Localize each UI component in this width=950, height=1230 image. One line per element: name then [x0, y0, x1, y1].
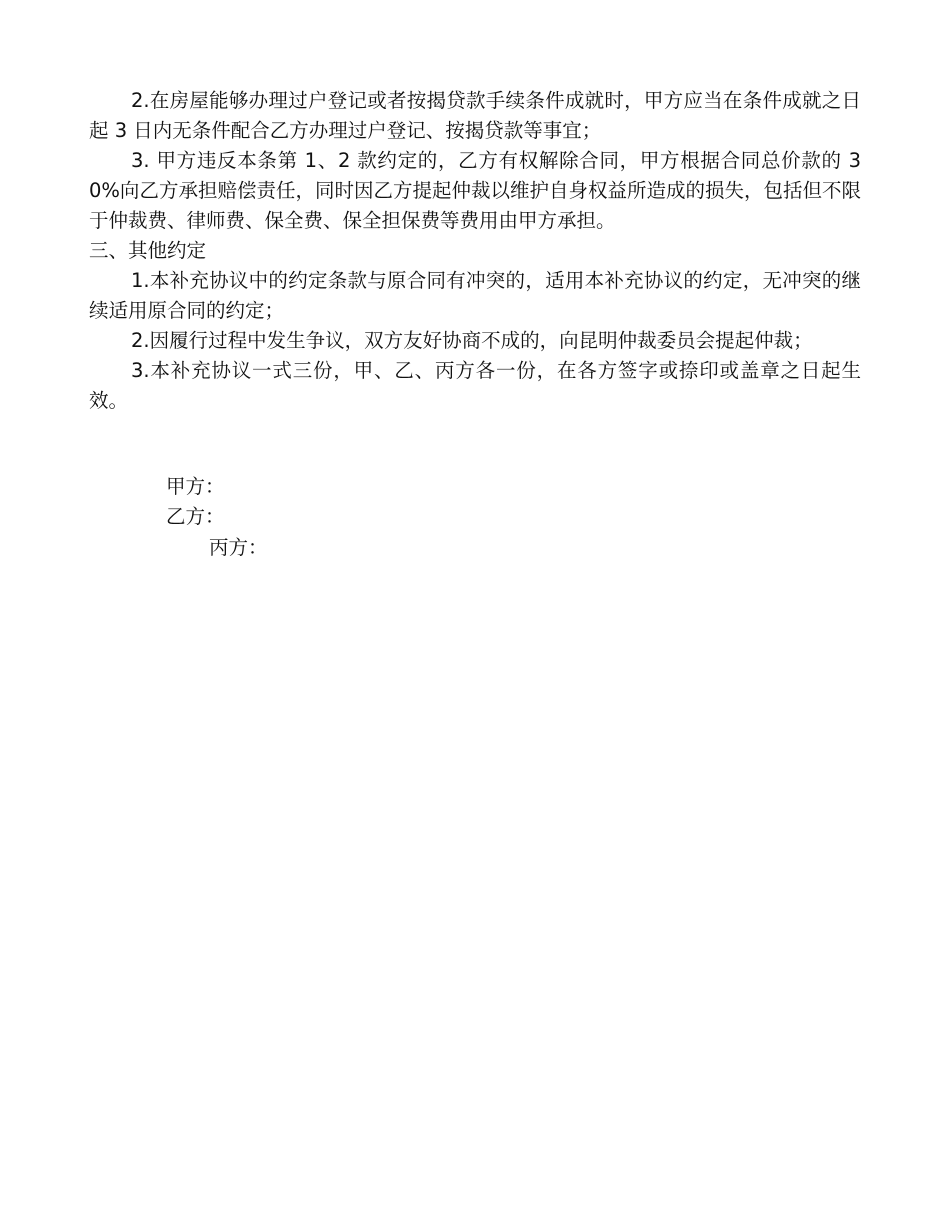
other-clause-2: 2.因履行过程中发生争议，双方友好协商不成的，向昆明仲裁委员会提起仲裁； [131, 329, 813, 352]
clause-paragraph-3: 3. 甲方违反本条第 1、2 款约定的，乙方有权解除合同，甲方根据合同总价款的 30%向乙方承担赔偿责任，同时因乙方提起仲裁以维护自身权益所造成的损失，包括但不限于仲裁费、律师费、保全费、保全担保费等费用由甲方承担。 [89, 149, 861, 232]
other-clause-1: 1.本补充协议中的约定条款与原合同有冲突的，适用本补充协议的约定，无冲突的继续适用原合同的约定； [89, 269, 861, 322]
party-c-signature-label: 丙方： [209, 536, 268, 559]
other-clause-3: 3.本补充协议一式三份，甲、乙、丙方各一份，在各方签字或捺印或盖章之日起生效。 [89, 359, 861, 412]
section-heading: 三、其他约定 [89, 239, 207, 262]
party-a-signature-label: 甲方： [166, 475, 225, 498]
party-b-signature-label: 乙方： [166, 505, 225, 528]
document-body [89, 86, 861, 416]
clause-paragraph-2: 2.在房屋能够办理过户登记或者按揭贷款手续条件成就时，甲方应当在条件成就之日起 3 日内无条件配合乙方办理过户登记、按揭贷款等事宜； [89, 89, 861, 142]
